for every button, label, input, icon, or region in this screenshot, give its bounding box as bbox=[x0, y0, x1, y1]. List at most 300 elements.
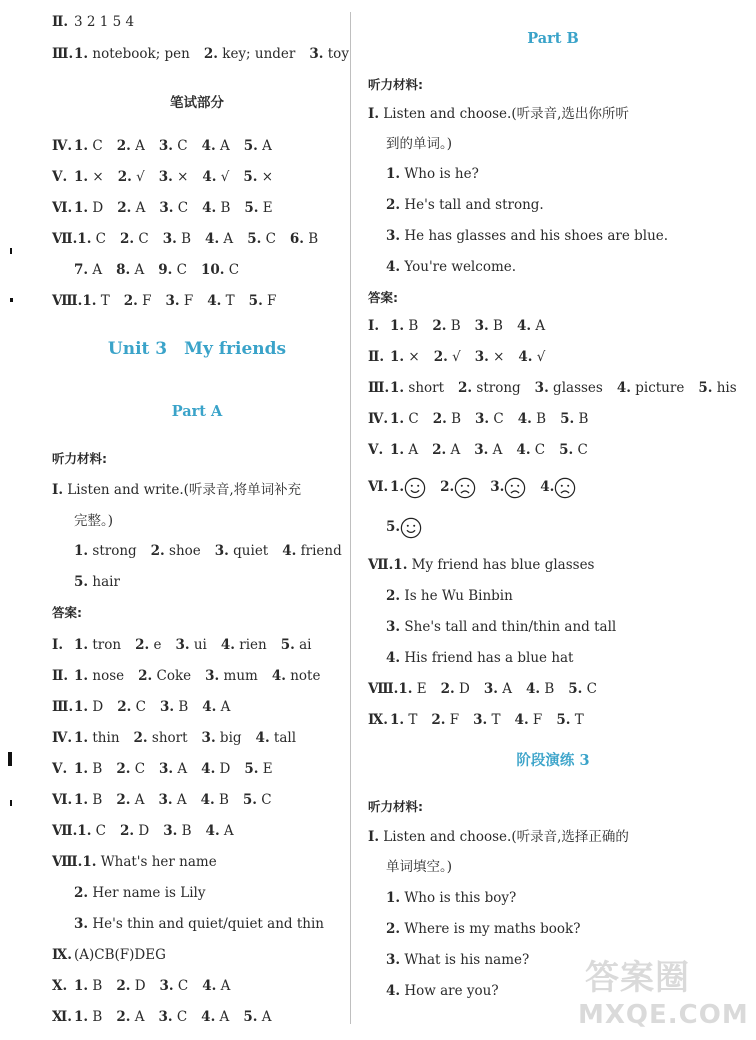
item-value: thin bbox=[88, 730, 120, 746]
item-number: 2. bbox=[440, 681, 455, 697]
answer-item bbox=[138, 668, 191, 684]
face-item bbox=[390, 479, 426, 495]
answer-item bbox=[135, 637, 161, 653]
answer-item bbox=[386, 921, 580, 937]
item-number: 4. bbox=[517, 411, 532, 427]
item-number: 2. bbox=[432, 411, 447, 427]
listening-instruction bbox=[368, 829, 629, 845]
answer-line bbox=[52, 947, 166, 963]
roman-numeral: Ⅲ. bbox=[368, 380, 390, 396]
answer-item bbox=[698, 380, 736, 396]
answer-line bbox=[368, 442, 588, 458]
answer-line bbox=[52, 293, 276, 309]
item-number: 1. bbox=[74, 543, 89, 559]
item-value: big bbox=[215, 730, 242, 746]
answer-item bbox=[74, 637, 121, 653]
answer-item bbox=[202, 978, 230, 994]
answer-item bbox=[116, 761, 145, 777]
answer-item bbox=[120, 823, 149, 839]
item-value: He's tall and strong. bbox=[400, 197, 544, 213]
answer-item bbox=[159, 761, 187, 777]
answer-item bbox=[205, 668, 258, 684]
item-number: 5. bbox=[244, 761, 259, 777]
item-number: 5. bbox=[243, 138, 258, 154]
item-number: 5. bbox=[243, 1009, 258, 1025]
answers-label: 答案: bbox=[368, 290, 398, 305]
answer-item bbox=[484, 681, 512, 697]
answer-item bbox=[117, 138, 145, 154]
item-value: You're welcome. bbox=[400, 259, 517, 275]
answer-item bbox=[390, 380, 444, 396]
item-value: F bbox=[137, 293, 152, 309]
item-number: 3. bbox=[475, 411, 490, 427]
item-value: C bbox=[172, 138, 188, 154]
smiley-face-icon bbox=[400, 517, 422, 539]
answer-item bbox=[134, 730, 188, 746]
item-number: 5. bbox=[247, 231, 262, 247]
item-number: 4. bbox=[386, 650, 401, 666]
roman-numeral: Ⅸ. bbox=[368, 712, 388, 728]
item-value: B bbox=[214, 792, 229, 808]
item-value: B bbox=[304, 231, 319, 247]
answer-item bbox=[390, 318, 418, 334]
item-value: T bbox=[570, 712, 584, 728]
answer-item bbox=[74, 200, 103, 216]
listening-instruction-cont: 到的单词。) bbox=[386, 136, 453, 152]
item-value: D bbox=[215, 761, 231, 777]
answer-item bbox=[204, 46, 296, 62]
item-value: She's tall and thin/thin and tall bbox=[400, 619, 617, 635]
item-number: 4. bbox=[205, 823, 220, 839]
item-number: 1. bbox=[398, 681, 413, 697]
roman-numeral: Ⅱ. bbox=[52, 14, 69, 30]
item-number: 3. bbox=[158, 1009, 173, 1025]
answer-item bbox=[518, 349, 545, 365]
answer-item bbox=[221, 637, 267, 653]
item-value: E bbox=[412, 681, 427, 697]
item-value: He's thin and quiet/quiet and thin bbox=[88, 916, 324, 932]
item-number: 8. bbox=[116, 262, 131, 278]
roman-numeral: Ⅵ. bbox=[52, 792, 73, 808]
item-value: D bbox=[88, 699, 104, 715]
answer-item bbox=[82, 293, 109, 309]
answer-item bbox=[390, 712, 417, 728]
item-value: His friend has a blue hat bbox=[400, 650, 574, 666]
answer-item bbox=[458, 380, 521, 396]
item-number: 6. bbox=[289, 231, 304, 247]
roman-numeral: Ⅺ. bbox=[52, 1009, 72, 1025]
item-value: D bbox=[88, 200, 104, 216]
item-number: 1. bbox=[390, 712, 405, 728]
listening-sentence bbox=[368, 197, 544, 213]
roman-numeral: Ⅸ. bbox=[52, 947, 72, 963]
answer-item bbox=[433, 411, 461, 427]
answer-item bbox=[74, 46, 190, 62]
roman-numeral: Ⅵ. bbox=[368, 479, 389, 495]
answer-item bbox=[201, 761, 230, 777]
item-value: C bbox=[257, 792, 272, 808]
answer-item bbox=[158, 1009, 187, 1025]
answer-line bbox=[368, 681, 597, 697]
word-list bbox=[52, 574, 120, 590]
item-value: B bbox=[88, 761, 103, 777]
answer-item bbox=[160, 978, 189, 994]
item-value: B bbox=[446, 318, 461, 334]
answer-item bbox=[202, 200, 230, 216]
item-number: 2. bbox=[117, 169, 132, 185]
item-number: 1. bbox=[74, 978, 89, 994]
item-value: Coke bbox=[152, 668, 192, 684]
item-value: A bbox=[216, 699, 231, 715]
answer-line bbox=[52, 1009, 271, 1025]
item-number: 1. bbox=[82, 854, 97, 870]
item-value: quiet bbox=[228, 543, 269, 559]
item-value: C bbox=[130, 761, 146, 777]
answer-line bbox=[52, 200, 273, 216]
answer-item bbox=[244, 761, 272, 777]
answer-item bbox=[390, 442, 418, 458]
item-number: 4. bbox=[282, 543, 297, 559]
roman-numeral: Ⅲ. bbox=[52, 46, 74, 62]
answer-item bbox=[386, 890, 516, 906]
answer-item bbox=[201, 262, 239, 278]
answer-item bbox=[386, 619, 616, 635]
answer-item bbox=[74, 916, 324, 932]
item-number: 3. bbox=[165, 293, 180, 309]
item-number: 4. bbox=[616, 380, 631, 396]
answer-item bbox=[386, 197, 544, 213]
item-number: 4. bbox=[386, 259, 401, 275]
item-number: 2. bbox=[133, 730, 148, 746]
roman-numeral: Ⅶ. bbox=[52, 823, 78, 839]
answer-line bbox=[52, 792, 272, 808]
word-list bbox=[52, 543, 342, 559]
answer-item bbox=[244, 200, 272, 216]
answer-text: 3 2 1 5 4 bbox=[74, 14, 135, 30]
item-number: 5. bbox=[560, 411, 575, 427]
item-number: 2. bbox=[120, 823, 135, 839]
answer-item bbox=[215, 543, 268, 559]
item-number: 1. bbox=[74, 637, 89, 653]
item-number: 2. bbox=[116, 761, 131, 777]
item-number: 3. bbox=[74, 916, 89, 932]
roman-numeral: Ⅰ. bbox=[368, 829, 380, 845]
answer-item bbox=[117, 200, 145, 216]
item-number: 1. bbox=[390, 411, 405, 427]
item-value: B bbox=[531, 411, 547, 427]
answer-item bbox=[386, 983, 499, 999]
roman-numeral: Ⅷ. bbox=[52, 854, 83, 870]
item-value: tron bbox=[88, 637, 122, 653]
face-item bbox=[440, 479, 476, 495]
item-number: 5. bbox=[248, 293, 263, 309]
item-value: C bbox=[530, 442, 546, 458]
roman-numeral: Ⅰ. bbox=[52, 482, 64, 498]
face-item bbox=[490, 479, 526, 495]
item-number: 4. bbox=[207, 293, 222, 309]
item-value: A bbox=[446, 442, 461, 458]
answer-item bbox=[441, 681, 470, 697]
answer-item bbox=[206, 823, 234, 839]
item-number: 3. bbox=[158, 138, 173, 154]
faces-line bbox=[368, 475, 576, 499]
item-number: 2. bbox=[386, 588, 401, 604]
answer-item bbox=[116, 262, 144, 278]
listening-sentence bbox=[368, 890, 516, 906]
item-number: 1. bbox=[390, 442, 405, 458]
answer-item bbox=[205, 231, 233, 247]
item-number: 1. bbox=[390, 318, 405, 334]
item-value: Who is this boy? bbox=[400, 890, 517, 906]
item-number: 1. bbox=[74, 699, 89, 715]
answer-item bbox=[74, 543, 137, 559]
faces-line bbox=[386, 515, 422, 539]
answer-line bbox=[52, 14, 134, 30]
answer-item bbox=[74, 978, 102, 994]
item-number: 4. bbox=[202, 978, 217, 994]
item-value: A bbox=[130, 1009, 145, 1025]
item-value: A bbox=[130, 792, 145, 808]
item-number: 3. bbox=[201, 730, 216, 746]
answer-line bbox=[52, 885, 205, 901]
item-value: F bbox=[528, 712, 543, 728]
item-value: B bbox=[88, 792, 103, 808]
item-number: 2. bbox=[440, 479, 455, 495]
answer-item bbox=[202, 730, 242, 746]
item-number: 3. bbox=[159, 699, 175, 715]
listening-sentence bbox=[368, 166, 479, 182]
item-number: 5. bbox=[568, 681, 583, 697]
item-value: B bbox=[88, 978, 103, 994]
answer-item bbox=[201, 792, 229, 808]
answer-item bbox=[393, 557, 594, 573]
item-value: √ bbox=[216, 169, 230, 185]
roman-numeral: Ⅱ. bbox=[52, 668, 69, 684]
answer-item bbox=[118, 169, 145, 185]
item-number: 4. bbox=[525, 681, 541, 697]
item-number: 1. bbox=[74, 792, 89, 808]
item-value: e bbox=[149, 637, 162, 653]
answer-item bbox=[77, 231, 106, 247]
item-value: tall bbox=[269, 730, 297, 746]
item-value: short bbox=[404, 380, 445, 396]
item-number: 4. bbox=[220, 637, 235, 653]
item-value: He has glasses and his shoes are blue. bbox=[400, 228, 669, 244]
item-value: A bbox=[257, 1009, 272, 1025]
item-value: What's her name bbox=[96, 854, 217, 870]
answer-line bbox=[368, 411, 588, 427]
item-value: Where is my maths book? bbox=[400, 921, 581, 937]
item-value: B bbox=[540, 681, 555, 697]
answer-line bbox=[52, 637, 311, 653]
answer-item bbox=[175, 637, 206, 653]
item-value: B bbox=[88, 1009, 103, 1025]
answer-item bbox=[151, 543, 201, 559]
answer-item bbox=[398, 681, 426, 697]
answer-item bbox=[431, 712, 459, 728]
item-value: √ bbox=[131, 169, 145, 185]
answer-item bbox=[77, 823, 106, 839]
answer-item bbox=[249, 293, 277, 309]
item-number: 1. bbox=[390, 349, 405, 365]
item-number: 2. bbox=[150, 543, 165, 559]
answer-line bbox=[52, 699, 230, 715]
item-number: 5. bbox=[74, 574, 89, 590]
item-number: 1. bbox=[74, 668, 89, 684]
item-value: A bbox=[219, 823, 234, 839]
item-value: C bbox=[172, 1009, 188, 1025]
item-value: A bbox=[172, 792, 187, 808]
item-number: 3. bbox=[159, 200, 174, 216]
answer-item bbox=[74, 574, 120, 590]
item-value: × bbox=[88, 169, 104, 185]
item-value: C bbox=[88, 138, 103, 154]
item-number: 5. bbox=[243, 169, 258, 185]
answer-item bbox=[386, 588, 513, 604]
stage-title: 阶段演练 3 bbox=[516, 752, 590, 769]
answer-item bbox=[159, 169, 189, 185]
item-value: D bbox=[454, 681, 470, 697]
item-value: B bbox=[176, 231, 192, 247]
item-number: 1. bbox=[74, 761, 89, 777]
answer-item bbox=[163, 823, 191, 839]
item-number: 1. bbox=[74, 1009, 89, 1025]
answer-line bbox=[52, 854, 217, 870]
answer-item bbox=[560, 411, 588, 427]
roman-numeral: Ⅹ. bbox=[52, 978, 68, 994]
item-number: 3. bbox=[386, 228, 401, 244]
instruction-text: Listen and choose.(听录音,选择正确的 bbox=[379, 829, 629, 845]
smiley-face-icon bbox=[404, 477, 426, 499]
answer-item bbox=[116, 978, 145, 994]
item-value: C bbox=[261, 231, 276, 247]
answer-item bbox=[535, 380, 603, 396]
listening-sentence bbox=[368, 952, 529, 968]
answer-item bbox=[256, 730, 297, 746]
part-b-title: Part B bbox=[527, 30, 579, 47]
answer-item bbox=[74, 138, 103, 154]
watermark-url: MXQE.COM bbox=[578, 1000, 749, 1030]
item-number: 2. bbox=[117, 200, 132, 216]
watermark-logo: 答案圈 bbox=[585, 958, 690, 998]
answer-item bbox=[518, 411, 546, 427]
item-value: T bbox=[404, 712, 418, 728]
item-value: A bbox=[130, 138, 145, 154]
item-number: 3. bbox=[159, 978, 174, 994]
item-number: 2. bbox=[432, 318, 447, 334]
item-value: × bbox=[172, 169, 189, 185]
item-value: Her name is Lily bbox=[88, 885, 206, 901]
scan-mark bbox=[10, 248, 12, 254]
answer-line bbox=[368, 619, 616, 635]
item-number: 2. bbox=[203, 46, 218, 62]
answer-item bbox=[386, 166, 479, 182]
item-value: E bbox=[258, 761, 273, 777]
answer-item bbox=[159, 200, 188, 216]
item-number: 5. bbox=[556, 712, 571, 728]
answer-item bbox=[120, 231, 149, 247]
item-value: A bbox=[216, 978, 231, 994]
item-value: C bbox=[573, 442, 588, 458]
answer-item bbox=[516, 442, 545, 458]
item-number: 2. bbox=[386, 197, 401, 213]
answer-item bbox=[166, 293, 194, 309]
item-number: 7. bbox=[74, 262, 89, 278]
unit-title: Unit 3 My friends bbox=[107, 339, 287, 359]
item-number: 3. bbox=[474, 349, 489, 365]
roman-numeral: Ⅳ. bbox=[52, 730, 73, 746]
item-number: 1. bbox=[390, 479, 405, 495]
item-value: C bbox=[173, 200, 189, 216]
answer-item bbox=[82, 854, 216, 870]
item-number: 1. bbox=[82, 293, 97, 309]
item-value: C bbox=[91, 231, 107, 247]
item-value: hair bbox=[88, 574, 120, 590]
item-value: B bbox=[404, 318, 419, 334]
item-value: B bbox=[174, 699, 189, 715]
answer-item bbox=[309, 46, 349, 62]
item-value: ui bbox=[189, 637, 207, 653]
item-number: 2. bbox=[433, 349, 448, 365]
item-number: 3. bbox=[158, 169, 173, 185]
roman-numeral: Ⅳ. bbox=[52, 138, 73, 154]
item-value: × bbox=[404, 349, 420, 365]
answer-item bbox=[517, 318, 545, 334]
answer-item bbox=[159, 138, 188, 154]
item-value: A bbox=[215, 138, 230, 154]
part-a-title: Part A bbox=[171, 403, 223, 420]
sad-face-icon bbox=[454, 477, 476, 499]
item-value: note bbox=[285, 668, 321, 684]
item-value: × bbox=[488, 349, 505, 365]
answer-line bbox=[52, 231, 318, 247]
item-value: How are you? bbox=[400, 983, 499, 999]
item-number: 3. bbox=[159, 761, 174, 777]
item-value: B bbox=[574, 411, 589, 427]
item-number: 1. bbox=[386, 890, 401, 906]
item-value: T bbox=[487, 712, 501, 728]
item-number: 2. bbox=[138, 668, 153, 684]
item-number: 4. bbox=[271, 668, 286, 684]
item-number: 2. bbox=[74, 885, 89, 901]
answer-item bbox=[247, 231, 276, 247]
answer-item bbox=[432, 318, 460, 334]
face-item bbox=[540, 479, 576, 495]
answer-item bbox=[74, 792, 102, 808]
item-number: 2. bbox=[117, 699, 132, 715]
item-number: 1. bbox=[74, 730, 89, 746]
item-value: B bbox=[216, 200, 231, 216]
item-value: A bbox=[131, 200, 146, 216]
answer-item bbox=[202, 138, 230, 154]
answer-item bbox=[116, 792, 144, 808]
item-number: 4. bbox=[201, 1009, 216, 1025]
item-number: 2. bbox=[116, 978, 131, 994]
item-number: 4. bbox=[202, 200, 217, 216]
item-value: √ bbox=[447, 349, 461, 365]
item-number: 3. bbox=[483, 681, 498, 697]
item-number: 4. bbox=[201, 761, 216, 777]
listening-sentence bbox=[368, 259, 516, 275]
answer-line bbox=[368, 650, 573, 666]
item-value: notebook; pen bbox=[88, 46, 190, 62]
item-value: A bbox=[88, 262, 103, 278]
item-number: 4. bbox=[516, 318, 532, 334]
answer-item bbox=[515, 712, 543, 728]
item-number: 1. bbox=[77, 231, 92, 247]
answer-text: (A)CB(F)DEG bbox=[74, 947, 166, 963]
item-number: 2. bbox=[135, 637, 150, 653]
